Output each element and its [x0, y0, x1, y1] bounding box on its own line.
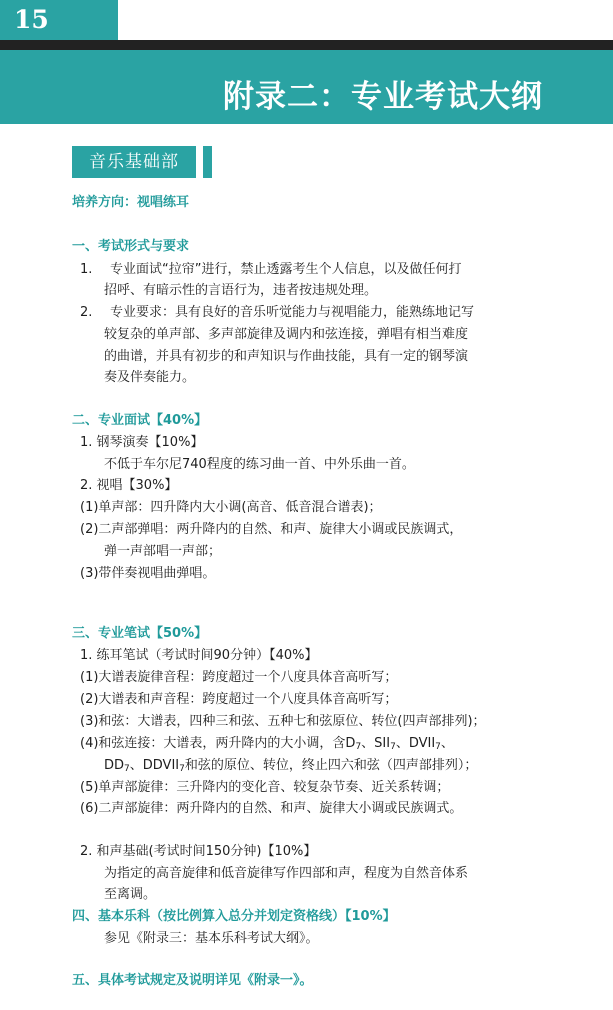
part1-item2-line2: 较复杂的单声部、多声部旋律及调内和弦连接，弹唱有相当难度 [104, 327, 469, 342]
part5-heading: 五、具体考试规定及说明详见《附录一》。 [72, 973, 313, 988]
part3-sub3: (3)和弦：大谱表，四种三和弦、五种七和弦原位、转位(四声部排列)； [80, 714, 486, 729]
top-bar [0, 0, 613, 40]
part3-sub4-text-a: (4)和弦连接：大谱表，两升降内的大小调，含D [80, 736, 356, 751]
part3-sub1: (1)大谱表旋律音程：跨度超过一个八度具体音高听写； [80, 670, 398, 685]
part3-sub4-text-c: 、DVII [395, 736, 436, 751]
part2-heading: 二、专业面试【40%】 [72, 413, 208, 428]
part3-item2-line2: 至离调。 [104, 887, 157, 902]
part1-item2-number: 2. [80, 305, 93, 320]
part3-item2: 2. 和声基础(考试时间150分钟)【10%】 [80, 844, 317, 859]
subscript-7: 7 [179, 764, 185, 774]
part2-sub3: (3)带伴奏视唱曲弹唱。 [80, 566, 216, 581]
part1-item2-line4: 奏及伴奏能力。 [104, 370, 196, 385]
subscript-7: 7 [435, 742, 441, 752]
part4-heading: 四、基本乐科（按比例算入总分并划定资格线）【10%】 [72, 909, 396, 924]
part3-heading: 三、专业笔试【50%】 [72, 626, 208, 641]
part3-sub4-text-e: DD [104, 758, 125, 773]
part3-item1: 1. 练耳笔试（考试时间90分钟）【40%】 [80, 648, 318, 663]
section-tag-stripe [203, 146, 212, 178]
page-number-box [0, 0, 118, 40]
part1-heading: 一、考试形式与要求 [72, 239, 190, 254]
part3-sub4-text-g: 和弦的原位、转位，终止四六和弦（四声部排列）； [184, 758, 478, 773]
part3-sub4-text-b: 、SII [361, 736, 391, 751]
part1-item1-line1: 专业面试“拉帘”进行，禁止透露考生个人信息，以及做任何打 [110, 262, 462, 277]
page-number: 15 [14, 5, 49, 34]
direction-heading: 培养方向：视唱练耳 [72, 195, 190, 210]
section-tag: 音乐基础部 [72, 146, 196, 178]
part2-sub2-line2: 弹一声部唱一声部； [104, 544, 222, 559]
part2-sub1: (1)单声部：四升降内大小调(高音、低音混合谱表)； [80, 500, 382, 515]
part3-sub6: (6)二声部旋律：两升降内的自然、和声、旋律大小调或民族调式。 [80, 801, 463, 816]
part2-item1: 1. 钢琴演奏【10%】 [80, 435, 204, 450]
page-title: 附录二：专业考试大纲 [223, 79, 543, 115]
part4-desc: 参见《附录三：基本乐科考试大纲》。 [104, 931, 319, 946]
part3-sub4-line2 [104, 757, 477, 778]
part1-item1-number: 1. [80, 262, 93, 277]
part1-item2-line1: 专业要求：具有良好的音乐听觉能力与视唱能力，能熟练地记写 [110, 305, 475, 320]
part3-sub4-line1 [80, 735, 454, 756]
part1-item1-line2: 招呼、有暗示性的言语行为，违者按违规处理。 [104, 283, 378, 298]
part3-sub2: (2)大谱表和声音程：跨度超过一个八度具体音高听写； [80, 692, 398, 707]
part3-sub4-text-d: 、 [440, 736, 454, 751]
dark-divider-bar [0, 40, 613, 50]
subscript-7: 7 [355, 742, 362, 752]
subscript-7: 7 [390, 742, 396, 752]
part3-item2-line1: 为指定的高音旋律和低音旋律写作四部和声，程度为自然音体系 [104, 866, 469, 881]
part3-sub4-text-f: 、DDVII [129, 758, 180, 773]
part2-item1-desc: 不低于车尔尼740程度的练习曲一首、中外乐曲一首。 [104, 457, 415, 472]
part3-sub5: (5)单声部旋律：三升降内的变化音、较复杂节奏、近关系转调； [80, 780, 450, 795]
subscript-7: 7 [124, 764, 130, 774]
part2-item2: 2. 视唱【30%】 [80, 478, 178, 493]
part2-sub2-line1: (2)二声部弹唱：两升降内的自然、和声、旋律大小调或民族调式， [80, 522, 463, 537]
part1-item2-line3: 的曲谱，并具有初步的和声知识与作曲技能，具有一定的钢琴演 [104, 349, 469, 364]
